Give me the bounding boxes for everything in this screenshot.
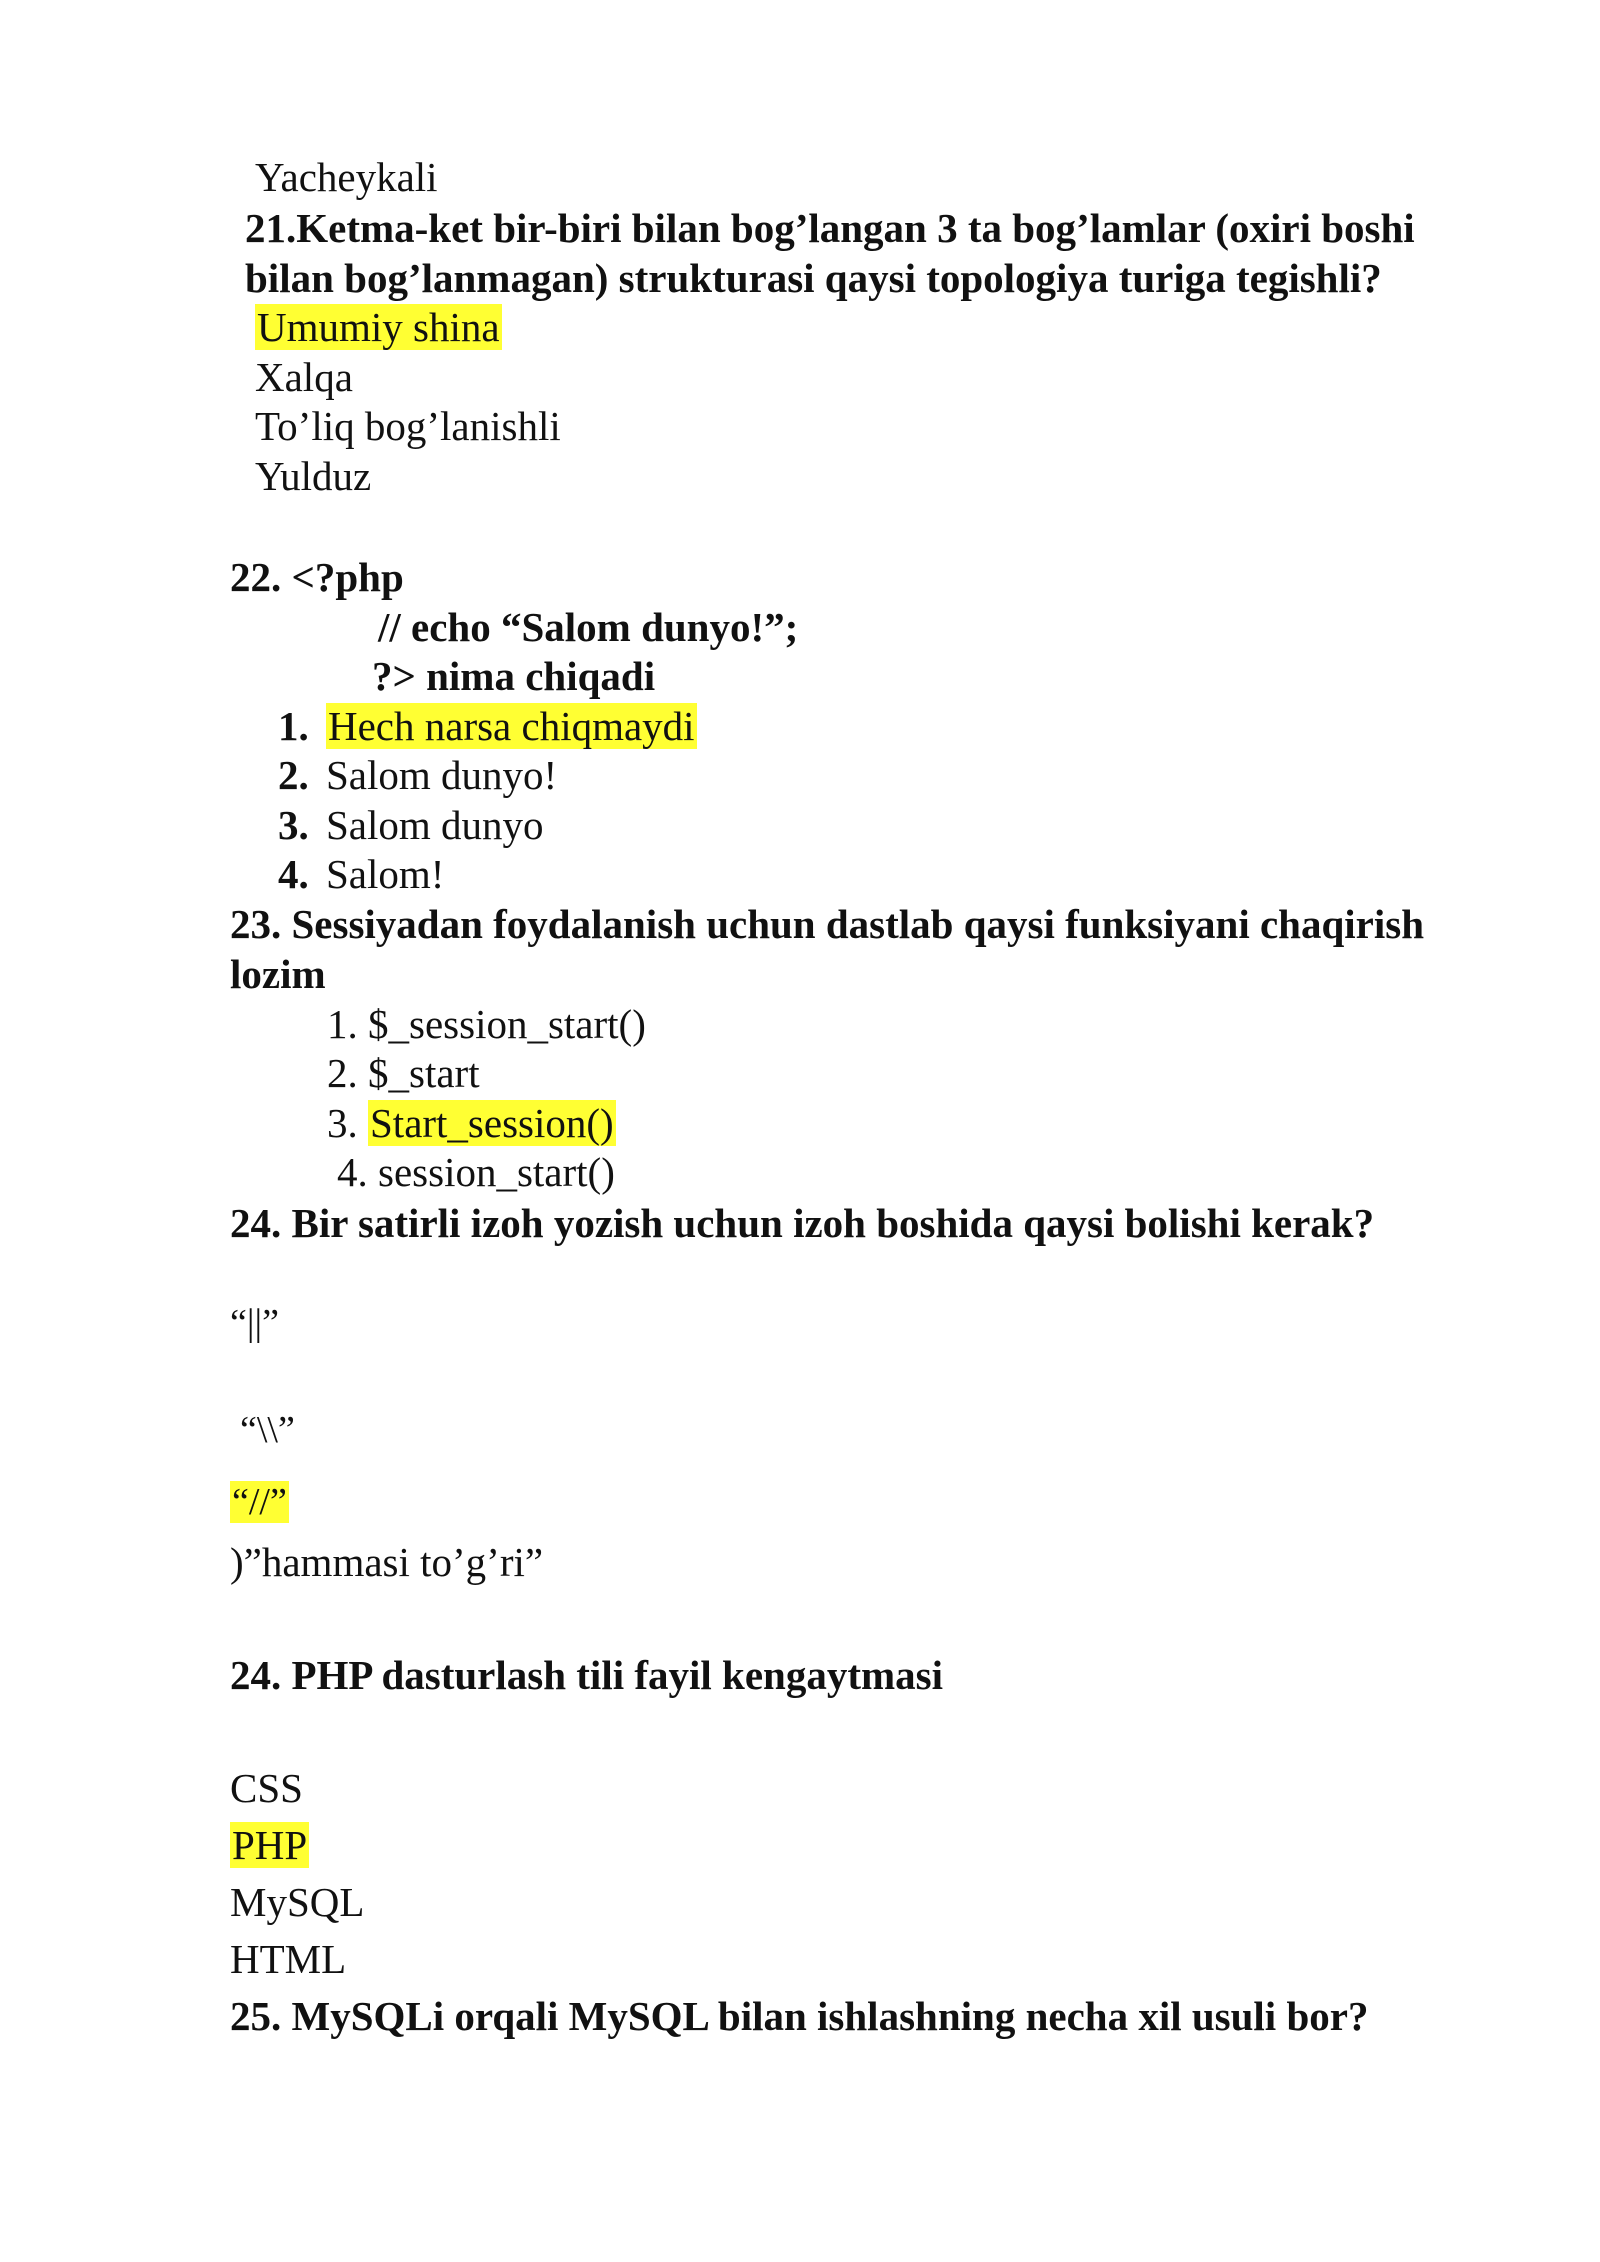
q21-option-4: Yulduz	[255, 453, 372, 499]
q21-option-2: Xalqa	[255, 354, 353, 400]
q21-option-1	[255, 302, 502, 352]
q22-option-3-text: Salom dunyo	[326, 802, 544, 848]
q23-question-line2: lozim	[230, 951, 326, 997]
q21-option-1-highlight: Umumiy shina	[257, 304, 500, 350]
q24b-question: 24. PHP dasturlash tili fayil kengaytmasi	[230, 1652, 943, 1698]
q24a-option-3-highlight: “//”	[232, 1481, 287, 1523]
q24b-option-1: CSS	[230, 1765, 303, 1811]
q22-option-3	[278, 800, 544, 850]
q22-question-line1: 22. <?php	[230, 554, 404, 600]
q22-option-1-text: Hech narsa chiqmaydi	[328, 703, 695, 749]
q24b-option-2	[230, 1820, 309, 1870]
q24b-option-2-highlight: PHP	[232, 1822, 308, 1868]
q21-option-3: To’liq bog’lanishli	[255, 403, 561, 449]
q23-option-2-number: 2.	[327, 1050, 358, 1096]
q23-option-3-number: 3.	[327, 1100, 358, 1146]
q23-option-2	[327, 1048, 480, 1098]
q23-option-1-number: 1.	[327, 1001, 358, 1047]
q22-question-line2: // echo “Salom dunyo!”;	[378, 604, 799, 650]
q25-question: 25. MySQLi orqali MySQL bilan ishlashning necha xil usuli bor?	[230, 1993, 1369, 2039]
q23-option-4-number: 4.	[337, 1149, 368, 1195]
q24b-option-3: MySQL	[230, 1879, 365, 1925]
q24b-option-4: HTML	[230, 1936, 347, 1982]
q24a-option-3	[230, 1477, 289, 1527]
q23-option-3	[327, 1098, 616, 1148]
q24a-question: 24. Bir satirli izoh yozish uchun izoh boshida qaysi bolishi kerak?	[230, 1200, 1375, 1246]
q21-question-line2: bilan bog’lanmagan) strukturasi qaysi topologiya turiga tegishli?	[245, 255, 1382, 301]
q23-option-3-text: Start_session()	[370, 1100, 614, 1146]
q24a-option-1: “||”	[230, 1302, 279, 1344]
q22-option-1-number: 1.	[278, 703, 309, 749]
q22-option-4-text: Salom!	[326, 851, 445, 897]
q23-option-4-text: session_start()	[378, 1149, 615, 1195]
q22-question-line3: ?> nima chiqadi	[372, 653, 656, 699]
q22-option-3-number: 3.	[278, 802, 309, 848]
q23-option-2-text: $_start	[368, 1050, 480, 1096]
q24a-option-4: )”hammasi to’g’ri”	[230, 1539, 544, 1585]
q22-option-2-text: Salom dunyo!	[326, 752, 558, 798]
q21-question-line1: 21.Ketma-ket bir-biri bilan bog’langan 3 ta bog’lamlar (oxiri boshi	[245, 205, 1415, 251]
q23-option-1-text: $_session_start()	[368, 1001, 646, 1047]
q24a-option-2: “\\”	[240, 1409, 295, 1451]
q20-option-yacheykali: Yacheykali	[255, 154, 438, 200]
q23-option-4	[337, 1147, 615, 1197]
q22-option-4-number: 4.	[278, 851, 309, 897]
q22-option-2	[278, 750, 557, 800]
q23-option-1	[327, 999, 646, 1049]
q22-option-4	[278, 849, 444, 899]
q23-question-line1: 23. Sessiyadan foydalanish uchun dastlab qaysi funksiyani chaqirish	[230, 901, 1425, 947]
q22-option-2-number: 2.	[278, 752, 309, 798]
q22-option-1	[278, 701, 697, 751]
